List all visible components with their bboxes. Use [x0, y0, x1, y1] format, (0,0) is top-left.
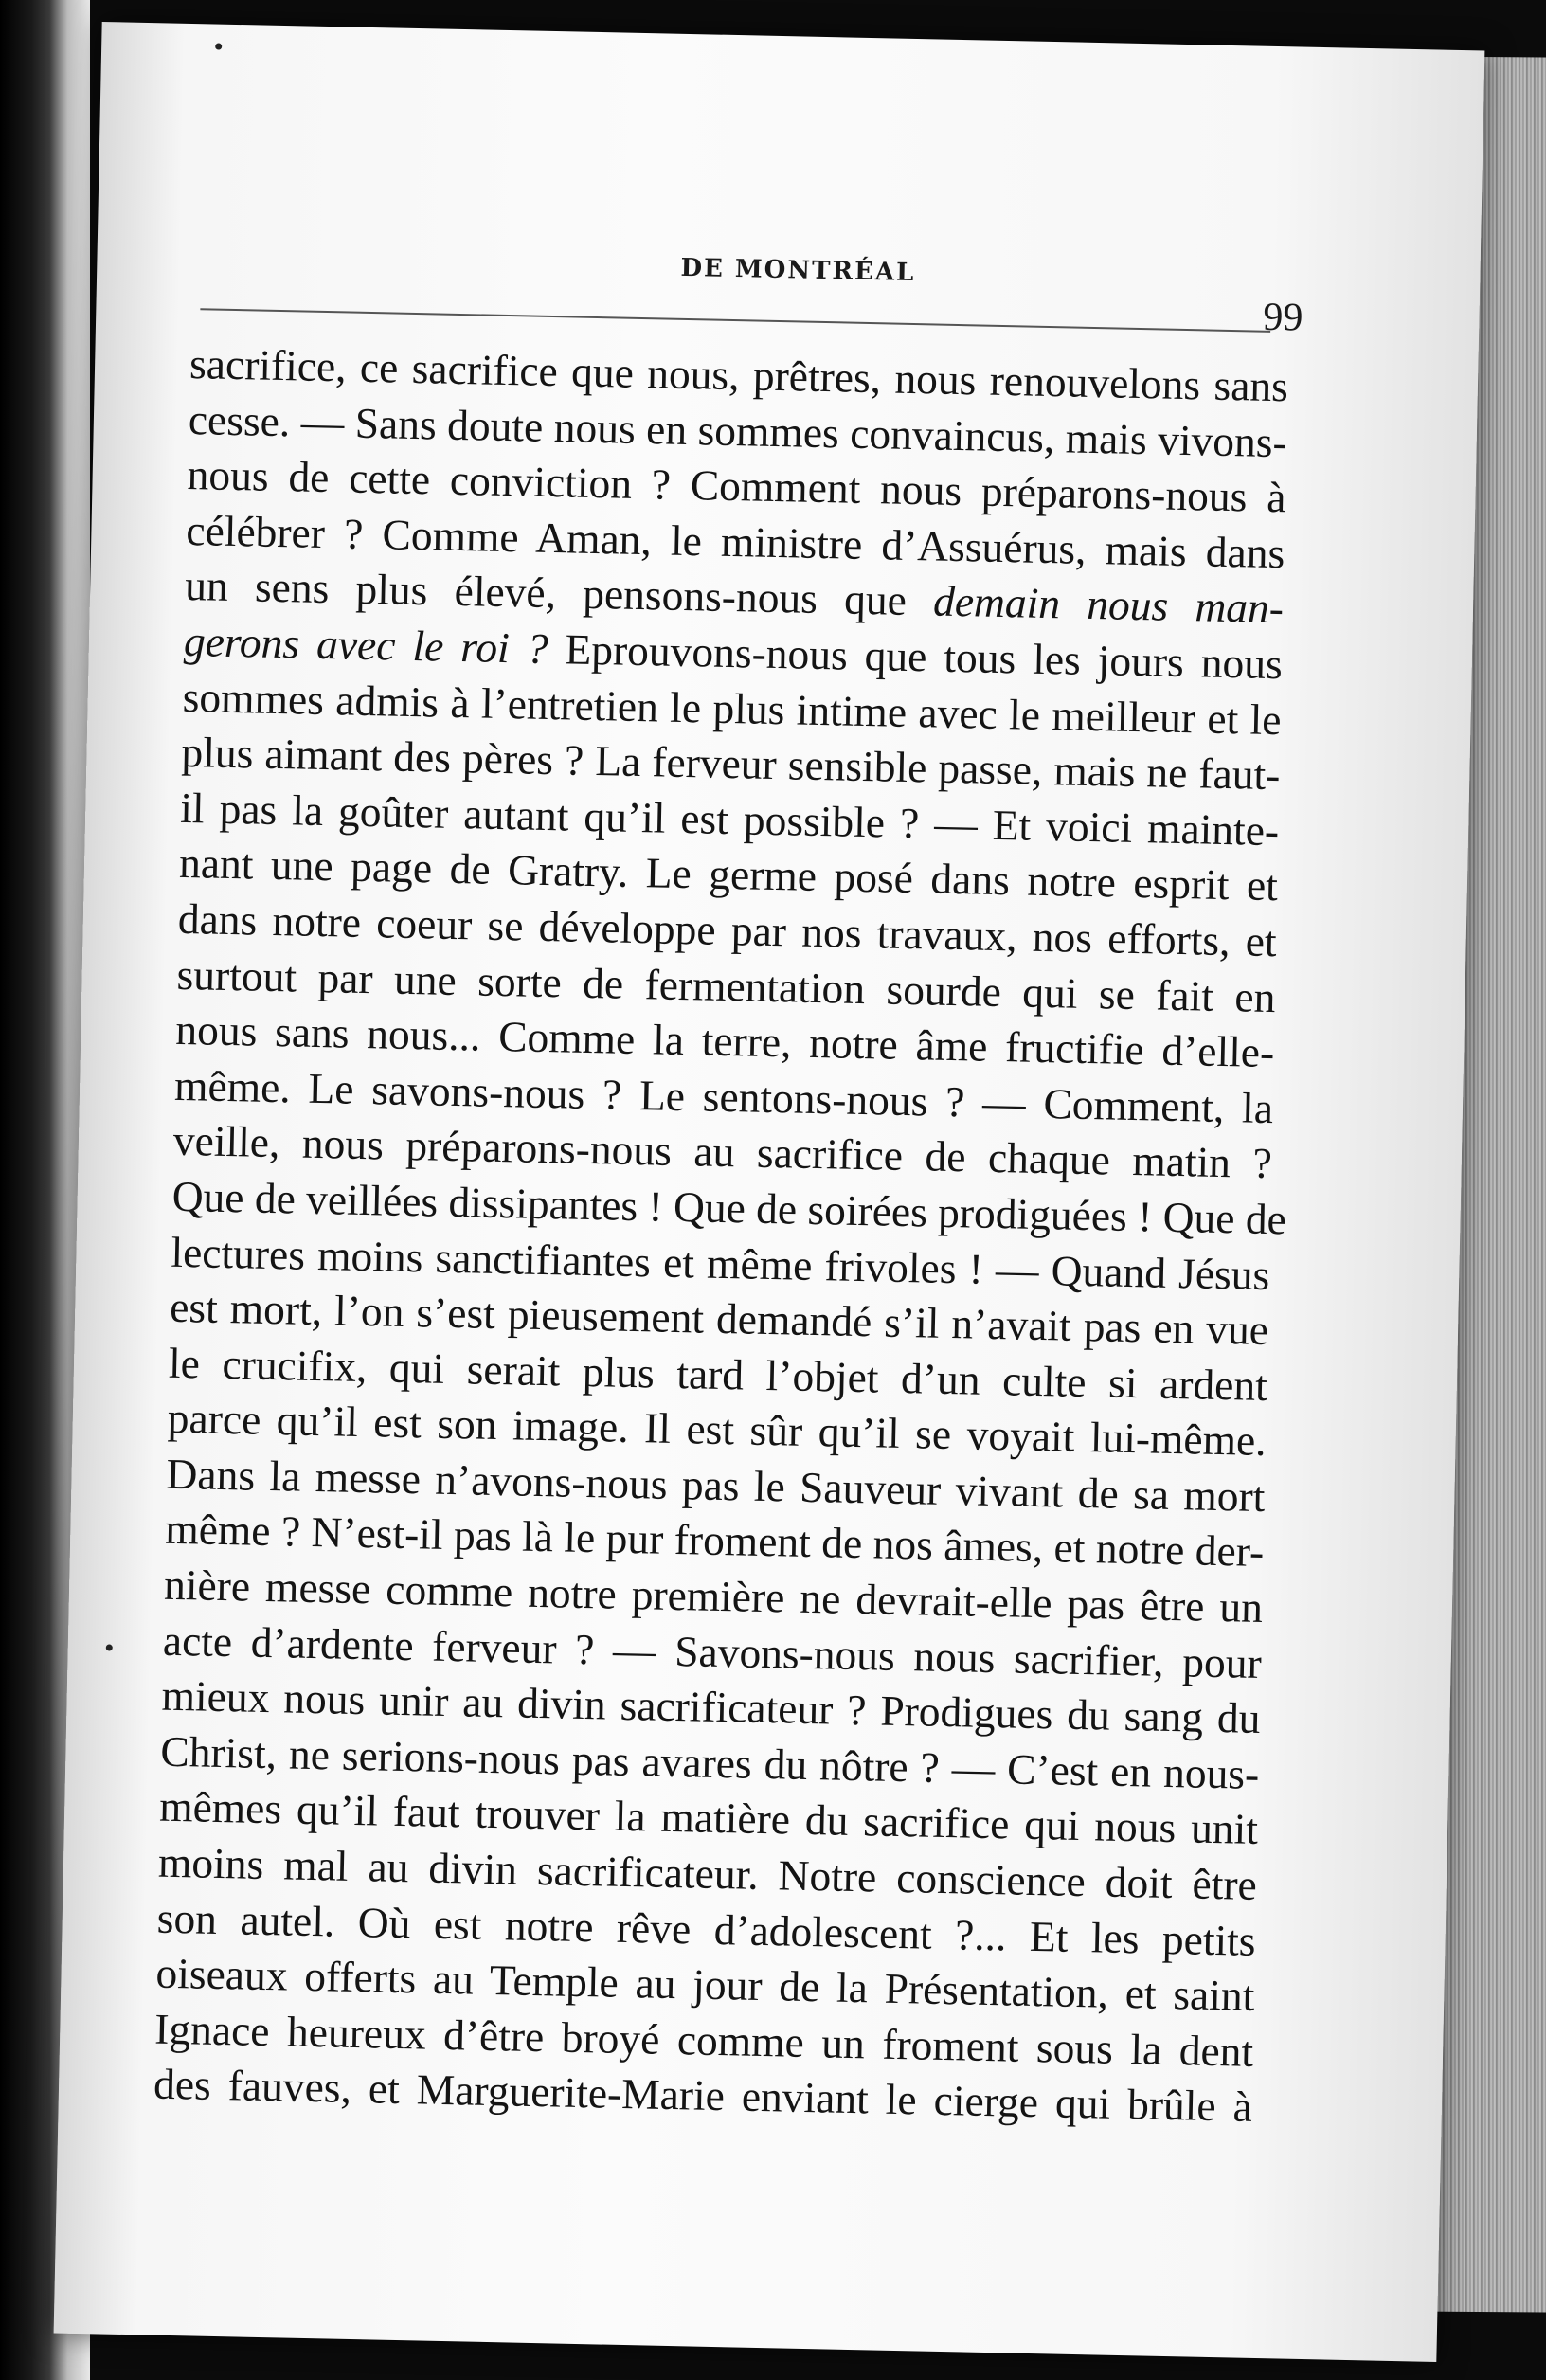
text-line: moins mal au divin sacrificateur. Notre conscience doit être [157, 1837, 1258, 1909]
text-line: dans notre coeur se développe par nos travaux, nos efforts, et [177, 893, 1278, 966]
text-line: des fauves, et Marguerite-Marie enviant le cierge qui brûle à [153, 2060, 1253, 2132]
text-line: Que de veillées dissipantes ! Que de soirées prodiguées ! Que de [171, 1171, 1287, 1244]
text-line: son autel. Où est notre rêve d’adolescent ?... Et les petits [156, 1893, 1257, 1965]
text-line: même. Le savons-nous ? Le sentons-nous ? — Comment, la [173, 1060, 1274, 1132]
text-line: lectures moins sanctifiantes et même frivoles ! — Quand Jésus [171, 1227, 1270, 1299]
book-page [54, 22, 1485, 2362]
text-line: mieux nous unir au divin sacrificateur ? Prodigues du sang du [161, 1670, 1262, 1743]
text-line: parce qu’il est son image. Il est sûr qu’il se voyait lui-même. [167, 1394, 1267, 1466]
ink-speck [215, 43, 222, 49]
italic-fragment: demain nous man- [932, 576, 1285, 633]
text-line: nant une page de Gratry. Le germe posé dans notre esprit et [178, 838, 1279, 911]
text-line: Ignace heureux d’être broyé comme un froment sous la dent [153, 2004, 1254, 2076]
ink-speck [106, 1644, 113, 1650]
text-line: acte d’ardente ferveur ? — Savons-nous nous sacrifier, pour [162, 1615, 1263, 1687]
text-line: sommes admis à l’entretien le plus intime avec le meilleur et le [182, 672, 1283, 744]
text-line: nous sans nous... Comme la terre, notre âme fructifie d’elle- [174, 1004, 1275, 1077]
running-head: DE MONTRÉAL [680, 253, 916, 288]
text-line: le crucifix, qui serait plus tard l’objet d’un culte si ardent [168, 1338, 1268, 1410]
text-line: mêmes qu’il faut trouver la matière du sacrifice qui nous unit [158, 1782, 1259, 1854]
text-line: est mort, l’on s’est pieusement demandé s’il n’avait pas en vue [169, 1282, 1269, 1355]
page-number: 99 [1262, 295, 1303, 340]
header-rule [200, 308, 1270, 333]
text-line: nière messe comme notre première ne devrait-elle pas être un [163, 1560, 1264, 1632]
text-line: oiseaux offerts au Temple au jour de la Présentation, et saint [155, 1948, 1255, 2021]
text-line: Christ, ne serions-nous pas avares du nôtre ? — C’est en nous- [159, 1726, 1260, 1798]
text-fragment: un sens plus élevé, pensons-nous que [184, 561, 908, 625]
body-text [153, 336, 1289, 2136]
text-line: veille, nous préparons-nous au sacrifice de chaque matin ? [172, 1116, 1273, 1188]
text-line: surtout par une sorte de fermentation sourde qui se fait en [176, 949, 1276, 1021]
text-fragment: Eprouvons-nous que tous les jours nous [548, 623, 1284, 689]
text-line: même ? N’est-il pas là le pur froment de nos âmes, et notre der- [164, 1505, 1265, 1577]
text-line: il pas la goûter autant qu’il est possible ? — Et voici mainte- [179, 783, 1280, 855]
text-line: plus aimant des pères ? La ferveur sensible passe, mais ne faut- [181, 728, 1281, 800]
text-line: célébrer ? Comme Aman, le ministre d’Assuérus, mais dans [185, 505, 1285, 578]
text-line: nous de cette conviction ? Comment nous préparons-nous à [187, 450, 1287, 522]
text-line: cesse. — Sans doute nous en sommes convaincus, mais vivons- [188, 394, 1288, 466]
italic-fragment: gerons avec le roi ? [183, 616, 549, 673]
text-line: Dans la messe n’avons-nous pas le Sauveur vivant de sa mort [166, 1449, 1266, 1521]
text-line: sacrifice, ce sacrifice que nous, prêtres, nous renouvelons sans [189, 339, 1289, 411]
